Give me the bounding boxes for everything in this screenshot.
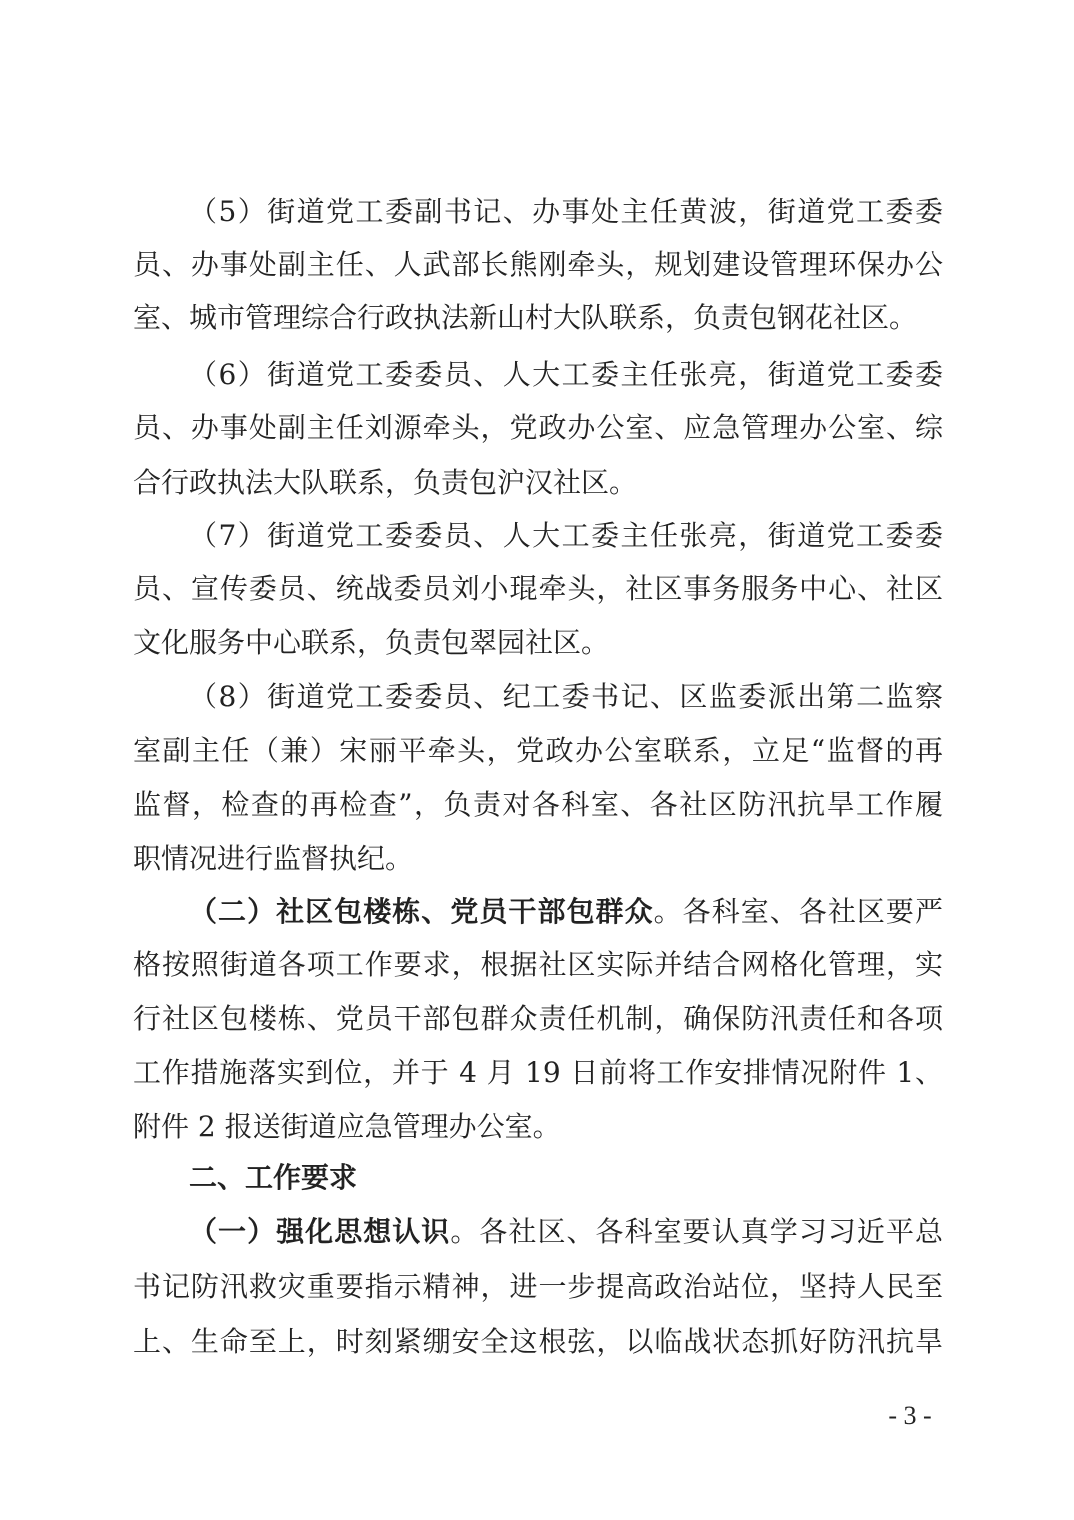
section-3-1-line-3: 上、生命至上，时刻紧绷安全这根弦，以临战状态抓好防汛抗旱 [133,1325,943,1358]
paragraph-7-line-3: 文化服务中心联系，负责包翠园社区。 [133,626,610,659]
section-3-1-title: （一）强化思想认识 [189,1215,451,1248]
paragraph-6-line-3: 合行政执法大队联系，负责包沪汉社区。 [133,466,638,499]
section-2-1-line-4: 工作措施落实到位，并于 4 月 19 日前将工作安排情况附件 1、 [133,1056,943,1089]
section-2-1-line-1 [189,886,943,938]
section-3-1-text: 。各社区、各科室要认真学习习近平总 [450,1215,943,1248]
paragraph-7-line-1: （7）街道党工委委员、人大工委主任张亮，街道党工委委 [189,519,943,552]
section-2-1-title: （二）社区包楼栋、党员干部包群众 [189,895,654,928]
paragraph-8-line-4: 职情况进行监督执纪。 [133,842,414,875]
section-2-1-line-5: 附件 2 报送街道应急管理办公室。 [133,1110,561,1143]
paragraph-8-line-2: 室副主任（兼）宋丽平牵头，党政办公室联系，立足“监督的再 [133,734,943,767]
page-number: - 3 - [888,1401,932,1430]
section-2-1-text: 。各科室、各社区要严 [653,895,943,928]
paragraph-8-line-1: （8）街道党工委委员、纪工委书记、区监委派出第二监察 [189,680,943,713]
section-2-1-line-2: 格按照街道各项工作要求，根据社区实际并结合网格化管理，实 [133,948,943,981]
paragraph-5-line-1: （5）街道党工委副书记、办事处主任黄波，街道党工委委 [189,195,943,228]
section-3-1-line-1 [189,1206,943,1258]
paragraph-8-line-3: 监督，检查的再检查”，负责对各科室、各社区防汛抗旱工作履 [133,788,943,821]
paragraph-7-line-2: 员、宣传委员、统战委员刘小琨牵头，社区事务服务中心、社区 [133,572,943,605]
paragraph-6-line-1: （6）街道党工委委员、人大工委主任张亮，街道党工委委 [189,358,943,391]
paragraph-5-line-3: 室、城市管理综合行政执法新山村大队联系，负责包钢花社区。 [133,301,918,334]
paragraph-5-line-2: 员、办事处副主任、人武部长熊刚牵头，规划建设管理环保办公 [133,248,943,281]
section-heading: 二、工作要求 [189,1161,358,1194]
paragraph-6-line-2: 员、办事处副主任刘源牵头，党政办公室、应急管理办公室、综 [133,411,943,444]
section-2-1-line-3: 行社区包楼栋、党员干部包群众责任机制，确保防汛责任和各项 [133,1002,943,1035]
section-3-1-line-2: 书记防汛救灾重要指示精神，进一步提高政治站位，坚持人民至 [133,1270,943,1303]
